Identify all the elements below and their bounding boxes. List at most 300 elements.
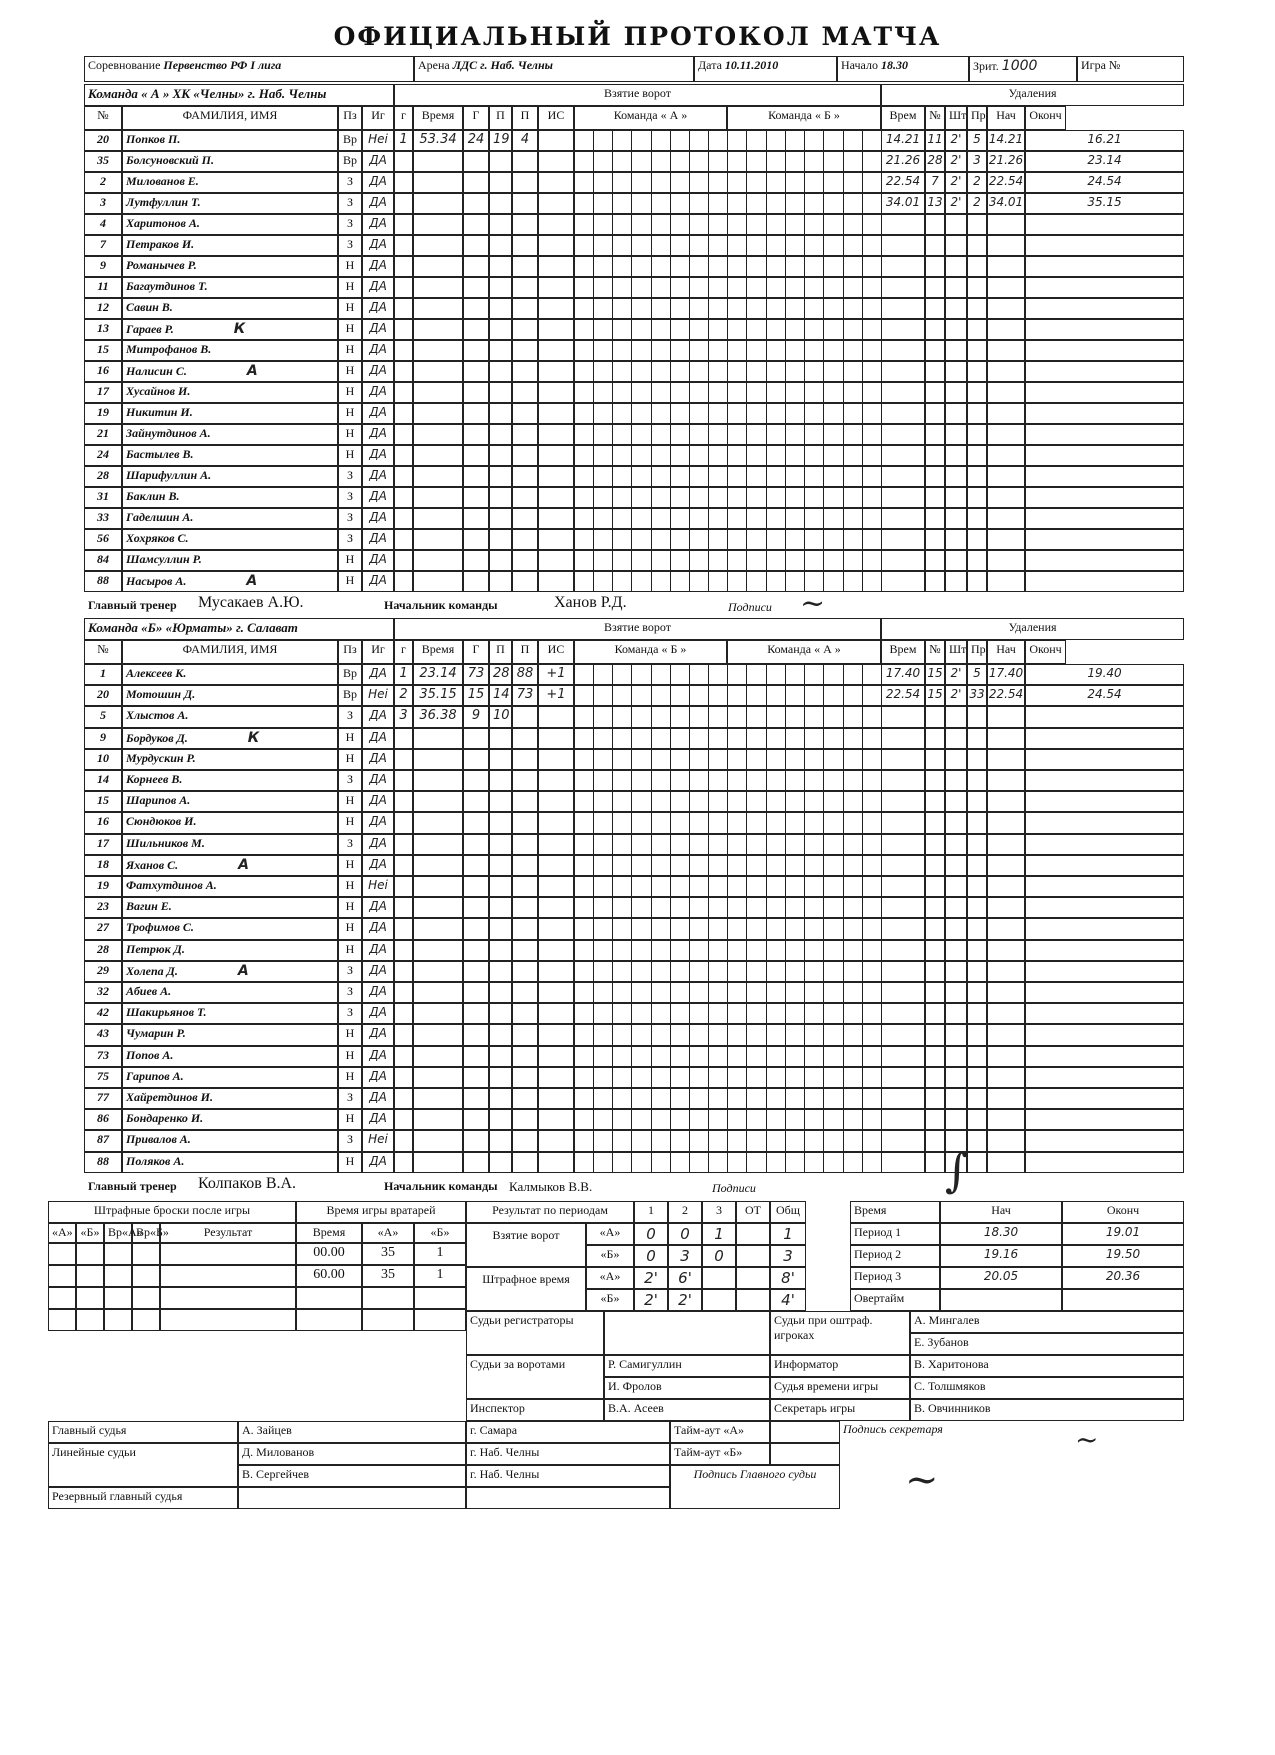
teamB-opp-cell xyxy=(727,1109,747,1130)
teamA-opp-cell xyxy=(843,151,863,172)
teamB-own-cell xyxy=(574,961,594,982)
teamA-pen-start xyxy=(987,277,1025,298)
teamB-pen-start: 22.54 xyxy=(987,685,1025,706)
teamB-own-cell xyxy=(612,897,632,918)
teamA-own-cell xyxy=(670,256,690,277)
teamB-goal-P2 xyxy=(512,918,538,939)
teamA-goal-G xyxy=(463,172,489,193)
teamB-own-cell xyxy=(574,791,594,812)
teamA-own-cell xyxy=(651,172,671,193)
teamB-own-cell xyxy=(593,940,613,961)
teamB-opp-cell xyxy=(804,1024,824,1045)
teamA-pen-start: 34.01 xyxy=(987,193,1025,214)
teamA-own-cell xyxy=(574,319,594,340)
time-title: Время xyxy=(850,1201,940,1223)
player-name-text: Болсуновский П. xyxy=(126,153,215,167)
teamB-opp-cell xyxy=(746,982,766,1003)
period-value xyxy=(736,1267,770,1289)
shootout-col: Вр«А» xyxy=(104,1223,132,1243)
date-label: Дата xyxy=(698,58,722,72)
teamA-goal-P2 xyxy=(512,235,538,256)
teamB-own-cell xyxy=(670,1130,690,1151)
teamB-opp-cell xyxy=(785,749,805,770)
teamB-opp-cell xyxy=(804,728,824,749)
player-name-text: Налисин С. xyxy=(126,364,187,378)
teamB-own-cell xyxy=(574,918,594,939)
teamA-opp-cell xyxy=(862,235,882,256)
teamA-opp-cell xyxy=(823,235,843,256)
teamB-opp-cell xyxy=(862,982,882,1003)
teamB-own-cell xyxy=(631,812,651,833)
teamB-hdr-p_num: № xyxy=(925,640,945,664)
team-b-signature: ∫ xyxy=(945,1142,969,1197)
teamB-pen-min xyxy=(945,1003,967,1024)
teamB-opp-cell xyxy=(804,918,824,939)
teamA-own-cell xyxy=(574,571,594,592)
teamB-player-name xyxy=(122,685,338,706)
gk-cell: 60.00 xyxy=(296,1265,362,1287)
teamA-own-cell xyxy=(651,382,671,403)
teamB-pen-start xyxy=(987,728,1025,749)
teamB-player-num: 1 xyxy=(84,664,122,685)
teamA-goal-P2 xyxy=(512,298,538,319)
teamB-own-cell xyxy=(651,897,671,918)
teamA-own-cell xyxy=(670,550,690,571)
teamB-player-played: ДА xyxy=(362,1088,394,1109)
teamA-goal-G xyxy=(463,445,489,466)
teamB-own-cell xyxy=(631,961,651,982)
head-coach-name: Мусакаев А.Ю. xyxy=(198,594,304,611)
teamA-player-played: ДА xyxy=(362,487,394,508)
teamA-own-cell xyxy=(593,382,613,403)
teamB-goal-P1: 10 xyxy=(489,706,512,727)
teamB-pen-reason: 5 xyxy=(967,664,987,685)
teamB-goal-time xyxy=(413,855,463,876)
teamA-player-pos: Н xyxy=(338,382,362,403)
teamA-goal-P1 xyxy=(489,319,512,340)
teamB-goal-g xyxy=(394,982,413,1003)
gk-cell: 00.00 xyxy=(296,1243,362,1265)
teamA-own-cell xyxy=(708,319,728,340)
teamA-own-cell xyxy=(708,361,728,382)
teamB-goal-G: 9 xyxy=(463,706,489,727)
teamA-opp-cell xyxy=(727,508,747,529)
teamB-opp-cell xyxy=(862,812,882,833)
teamB-goal-g: 1 xyxy=(394,664,413,685)
teamB-own-cell xyxy=(612,1088,632,1109)
teamB-opp-cell xyxy=(804,897,824,918)
teamB-own-cell xyxy=(670,961,690,982)
teamA-own-cell xyxy=(651,277,671,298)
teamB-own-cell xyxy=(612,1152,632,1173)
teamB-own-cell xyxy=(651,876,671,897)
teamA-pen-end xyxy=(1025,529,1184,550)
player-name-text: Попков П. xyxy=(126,132,181,146)
teamB-opp-cell xyxy=(823,897,843,918)
teamB-pen-min xyxy=(945,770,967,791)
teamB-opp-cell xyxy=(766,1003,786,1024)
teamB-opp-cell xyxy=(766,855,786,876)
teamA-own-cell xyxy=(670,487,690,508)
teamA-player-pos: Н xyxy=(338,256,362,277)
teamB-own-cell xyxy=(670,1067,690,1088)
teamA-opp-cell xyxy=(862,487,882,508)
role-mark: А xyxy=(238,856,249,873)
teamA-own-cell xyxy=(574,508,594,529)
teamB-own-cell xyxy=(651,1109,671,1130)
teamA-player-num: 35 xyxy=(84,151,122,172)
teamB-opp-cell xyxy=(862,664,882,685)
teamB-pen-reason xyxy=(967,897,987,918)
period-value: 1 xyxy=(770,1223,806,1245)
player-name-text: Шакирьянов Т. xyxy=(126,1005,207,1020)
teamB-own-cell xyxy=(631,1109,651,1130)
teamB-opp-cell xyxy=(727,876,747,897)
teamA-pen-reason xyxy=(967,508,987,529)
player-name-text: Петраков И. xyxy=(126,237,195,251)
teamA-opp-cell xyxy=(804,130,824,151)
teamA-goal-time xyxy=(413,571,463,592)
teamB-player-played: ДА xyxy=(362,1003,394,1024)
teamA-own-cell xyxy=(593,256,613,277)
shootout-result-cell xyxy=(160,1243,296,1265)
teamA-own-cell xyxy=(651,445,671,466)
player-name-text: Савин В. xyxy=(126,300,173,314)
period-value xyxy=(702,1289,736,1311)
start-cell xyxy=(837,56,969,82)
player-name-text: Баклин В. xyxy=(126,489,180,503)
teamB-player-name xyxy=(122,728,338,749)
teamB-own-cell xyxy=(574,1130,594,1151)
period-row-team: «Б» xyxy=(586,1245,634,1267)
teamA-pen-start xyxy=(987,508,1025,529)
teamA-own-cell xyxy=(651,151,671,172)
teamB-opp-cell xyxy=(843,1067,863,1088)
teamB-goal-g xyxy=(394,770,413,791)
teamB-goal-P2 xyxy=(512,1130,538,1151)
teamB-player-pos: Н xyxy=(338,855,362,876)
teamB-goal-P2 xyxy=(512,1109,538,1130)
period-label: Овертайм xyxy=(850,1289,940,1311)
teamA-goal-P2 xyxy=(512,508,538,529)
teamB-pen-end xyxy=(1025,791,1184,812)
teamB-opp-cell xyxy=(727,897,747,918)
teamB-opp-cell xyxy=(746,876,766,897)
teamA-goal-g xyxy=(394,571,413,592)
teamA-opp-cell xyxy=(766,298,786,319)
teamB-pen-end xyxy=(1025,897,1184,918)
teamA-own-cell xyxy=(631,361,651,382)
teamB-goal-IS xyxy=(538,770,574,791)
teamA-opp-cell xyxy=(746,319,766,340)
teamB-opp-cell xyxy=(766,961,786,982)
period-start: 18.30 xyxy=(940,1223,1062,1245)
teamB-player-played: ДА xyxy=(362,1024,394,1045)
teamB-pen-end xyxy=(1025,940,1184,961)
teamA-own-cell xyxy=(670,151,690,172)
shootout-cell xyxy=(104,1309,132,1331)
teamB-goal-P1 xyxy=(489,1024,512,1045)
teamA-own-cell xyxy=(612,403,632,424)
teamB-player-num: 42 xyxy=(84,1003,122,1024)
teamB-player-played: ДА xyxy=(362,1067,394,1088)
teamA-goal-P1 xyxy=(489,508,512,529)
teamB-own-cell xyxy=(651,1130,671,1151)
teamB-player-num: 29 xyxy=(84,961,122,982)
teamB-own-cell xyxy=(574,770,594,791)
teamA-player-pos: З xyxy=(338,193,362,214)
teamB-own-cell xyxy=(689,897,709,918)
teamA-opp-cell xyxy=(727,130,747,151)
teamA-pen-time xyxy=(881,235,925,256)
teamA-goal-time xyxy=(413,529,463,550)
teamB-own-cell xyxy=(670,706,690,727)
teamB-opp-cell xyxy=(823,1152,843,1173)
teamA-own-cell xyxy=(708,403,728,424)
role-mark: А xyxy=(246,363,258,379)
teamB-opp-cell xyxy=(823,1003,843,1024)
teamA-pen-num xyxy=(925,382,945,403)
teamA-player-played: ДА xyxy=(362,277,394,298)
teamB-pen-reason xyxy=(967,706,987,727)
role-mark: А xyxy=(237,962,249,979)
teamB-own-cell xyxy=(631,855,651,876)
teamB-opp-cell xyxy=(862,876,882,897)
teamA-opp-cell xyxy=(823,487,843,508)
player-name-text: Хайретдинов И. xyxy=(126,1090,214,1104)
teamB-opp-cell xyxy=(843,918,863,939)
teamB-goal-time xyxy=(413,876,463,897)
teamB-player-played: Неi xyxy=(362,1130,394,1151)
teamB-pen-time xyxy=(881,1003,925,1024)
teamA-hdr-goal-P1: П xyxy=(489,106,512,130)
teamB-own-cell xyxy=(670,876,690,897)
teamA-goal-IS xyxy=(538,319,574,340)
teamB-own-cell xyxy=(689,1152,709,1173)
teamB-pen-min xyxy=(945,876,967,897)
teamB-own-cell xyxy=(708,812,728,833)
teamA-goal-P2 xyxy=(512,487,538,508)
teamA-hdr-opp: Команда « Б » xyxy=(727,106,881,130)
player-name-text: Шильников М. xyxy=(126,835,205,850)
teamB-player-name xyxy=(122,961,338,982)
teamB-title: Команда «Б» «Юрматы» г. Салават xyxy=(84,618,394,640)
teamB-pen-time xyxy=(881,1152,925,1173)
teamA-opp-cell xyxy=(766,382,786,403)
teamA-opp-cell xyxy=(746,550,766,571)
teamA-pen-reason xyxy=(967,319,987,340)
teamB-opp-cell xyxy=(766,1024,786,1045)
teamA-own-cell xyxy=(574,340,594,361)
teamB-own-cell xyxy=(612,1067,632,1088)
teamA-hdr-p_time: Врем xyxy=(881,106,925,130)
teamA-own-cell xyxy=(708,172,728,193)
teamA-player-num: 56 xyxy=(84,529,122,550)
teamA-own-cell xyxy=(612,550,632,571)
teamB-goal-g xyxy=(394,961,413,982)
teamB-opp-cell xyxy=(843,1046,863,1067)
penalty-box-name-2: Е. Зубанов xyxy=(910,1333,1184,1355)
secretary-signature-label: Подпись секретаря xyxy=(843,1421,943,1436)
teamB-pen-num xyxy=(925,791,945,812)
teamA-player-pos: Вр xyxy=(338,130,362,151)
teamB-goal-G xyxy=(463,834,489,855)
teamA-own-cell xyxy=(593,403,613,424)
teamA-goal-time xyxy=(413,151,463,172)
teamB-pen-num xyxy=(925,1046,945,1067)
teamB-pen-time xyxy=(881,770,925,791)
teamB-player-num: 9 xyxy=(84,728,122,749)
player-name-text: Шарипов А. xyxy=(126,793,191,808)
reserve-ref-city xyxy=(466,1487,670,1509)
teamA-own-cell xyxy=(593,571,613,592)
teamA-goal-g xyxy=(394,487,413,508)
player-name-text: Хохряков С. xyxy=(126,531,189,545)
teamB-pen-time xyxy=(881,855,925,876)
player-name-text: Харитонов А. xyxy=(126,216,200,230)
player-name-text: Трофимов С. xyxy=(126,920,194,935)
teamB-opp-cell xyxy=(823,812,843,833)
teamB-opp-cell xyxy=(823,876,843,897)
teamA-opp-cell xyxy=(862,298,882,319)
teamB-own-cell xyxy=(612,749,632,770)
teamB-goal-P1 xyxy=(489,1003,512,1024)
teamA-own-cell xyxy=(651,130,671,151)
teamB-pen-end: 24.54 xyxy=(1025,685,1184,706)
teamA-player-num: 21 xyxy=(84,424,122,445)
teamB-opp-cell xyxy=(727,1130,747,1151)
teamA-opp-cell xyxy=(843,361,863,382)
teamA-opp-cell xyxy=(727,550,747,571)
teamB-goal-P2 xyxy=(512,1067,538,1088)
teamA-goal-G xyxy=(463,466,489,487)
teamB-own-cell xyxy=(651,770,671,791)
teamB-own-cell xyxy=(631,918,651,939)
teamA-goal-P2 xyxy=(512,550,538,571)
teamB-own-cell xyxy=(631,1088,651,1109)
teamB-pen-num xyxy=(925,940,945,961)
teamA-own-cell xyxy=(593,214,613,235)
teamA-own-cell xyxy=(651,361,671,382)
teamA-player-pos: Н xyxy=(338,298,362,319)
teamA-goal-IS xyxy=(538,130,574,151)
teamB-goal-IS xyxy=(538,982,574,1003)
teamB-own-cell xyxy=(574,834,594,855)
teamA-pen-start xyxy=(987,550,1025,571)
teamB-player-played: ДА xyxy=(362,706,394,727)
team-manager-name: Калмыков В.В. xyxy=(509,1178,593,1194)
teamA-pen-time xyxy=(881,298,925,319)
teamB-own-cell xyxy=(593,664,613,685)
teamA-pen-end xyxy=(1025,361,1184,382)
teamA-opp-cell xyxy=(823,529,843,550)
teamB-own-cell xyxy=(651,812,671,833)
teamB-goal-P1 xyxy=(489,728,512,749)
judges-goal-label: Судьи за воротами xyxy=(466,1355,604,1399)
spectators-value: 1000 xyxy=(1001,58,1038,74)
teamA-own-cell xyxy=(708,550,728,571)
teamB-goal-g xyxy=(394,1152,413,1173)
teamB-opp-cell xyxy=(843,1003,863,1024)
teamA-opp-cell xyxy=(766,256,786,277)
teamA-opp-cell xyxy=(746,130,766,151)
teamA-pen-min: 2' xyxy=(945,172,967,193)
teamB-hdr-goal-P2: П xyxy=(512,640,538,664)
teamA-own-cell xyxy=(612,298,632,319)
teamB-pen-start xyxy=(987,834,1025,855)
teamB-player-num: 23 xyxy=(84,897,122,918)
teamA-goal-P1 xyxy=(489,445,512,466)
teamA-own-cell xyxy=(689,445,709,466)
teamA-goal-IS xyxy=(538,193,574,214)
teamA-pen-min xyxy=(945,382,967,403)
teamB-goal-P2: 88 xyxy=(512,664,538,685)
teamA-player-name xyxy=(122,298,338,319)
teamA-opp-cell xyxy=(785,340,805,361)
teamA-goal-G xyxy=(463,424,489,445)
teamB-opp-cell xyxy=(785,855,805,876)
teamA-opp-cell xyxy=(746,487,766,508)
teamB-opp-cell xyxy=(823,1024,843,1045)
timeout-a-value xyxy=(770,1421,840,1443)
teamB-player-played: ДА xyxy=(362,749,394,770)
teamA-player-name xyxy=(122,277,338,298)
teamB-own-cell xyxy=(574,855,594,876)
teamA-opp-cell xyxy=(746,382,766,403)
teamB-opp-cell xyxy=(843,1109,863,1130)
player-name-text: Шарифуллин А. xyxy=(126,468,212,482)
spectators-label: Зрит. xyxy=(973,59,999,73)
player-name-text: Бордуков Д. xyxy=(126,730,188,745)
teamB-goal-g xyxy=(394,812,413,833)
teamA-player-played: ДА xyxy=(362,403,394,424)
period-col: Общ xyxy=(770,1201,806,1223)
teamB-pen-num: 15 xyxy=(925,664,945,685)
team-manager-label: Начальник команды xyxy=(384,1178,498,1193)
teamB-opp-cell xyxy=(727,664,747,685)
teamA-own-cell xyxy=(631,403,651,424)
teamA-own-cell xyxy=(593,340,613,361)
teamB-opp-cell xyxy=(746,1067,766,1088)
teamB-pen-end xyxy=(1025,1152,1184,1173)
teamB-pen-end xyxy=(1025,961,1184,982)
teamA-own-cell xyxy=(651,403,671,424)
teamA-player-pos: Н xyxy=(338,445,362,466)
player-name-text: Алексеев К. xyxy=(126,666,187,680)
teamA-opp-cell xyxy=(727,361,747,382)
teamB-own-cell xyxy=(651,685,671,706)
teamB-player-played: ДА xyxy=(362,834,394,855)
teamB-opp-cell xyxy=(785,834,805,855)
teamB-hdr-opp: Команда « А » xyxy=(727,640,881,664)
teamA-player-played: ДА xyxy=(362,550,394,571)
teamB-own-cell xyxy=(574,685,594,706)
teamB-goal-IS xyxy=(538,940,574,961)
signatures-label: Подписи xyxy=(728,600,772,614)
head-ref-name: А. Зайцев xyxy=(238,1421,466,1443)
teamB-pen-start xyxy=(987,855,1025,876)
teamB-own-cell xyxy=(689,1109,709,1130)
teamB-player-num: 73 xyxy=(84,1046,122,1067)
teamB-goal-P2 xyxy=(512,834,538,855)
teamB-goal-g xyxy=(394,728,413,749)
teamB-player-num: 75 xyxy=(84,1067,122,1088)
teamB-goal-IS xyxy=(538,791,574,812)
teamB-pen-time xyxy=(881,1067,925,1088)
teamB-goal-time xyxy=(413,940,463,961)
teamB-own-cell xyxy=(631,791,651,812)
teamA-own-cell xyxy=(593,298,613,319)
